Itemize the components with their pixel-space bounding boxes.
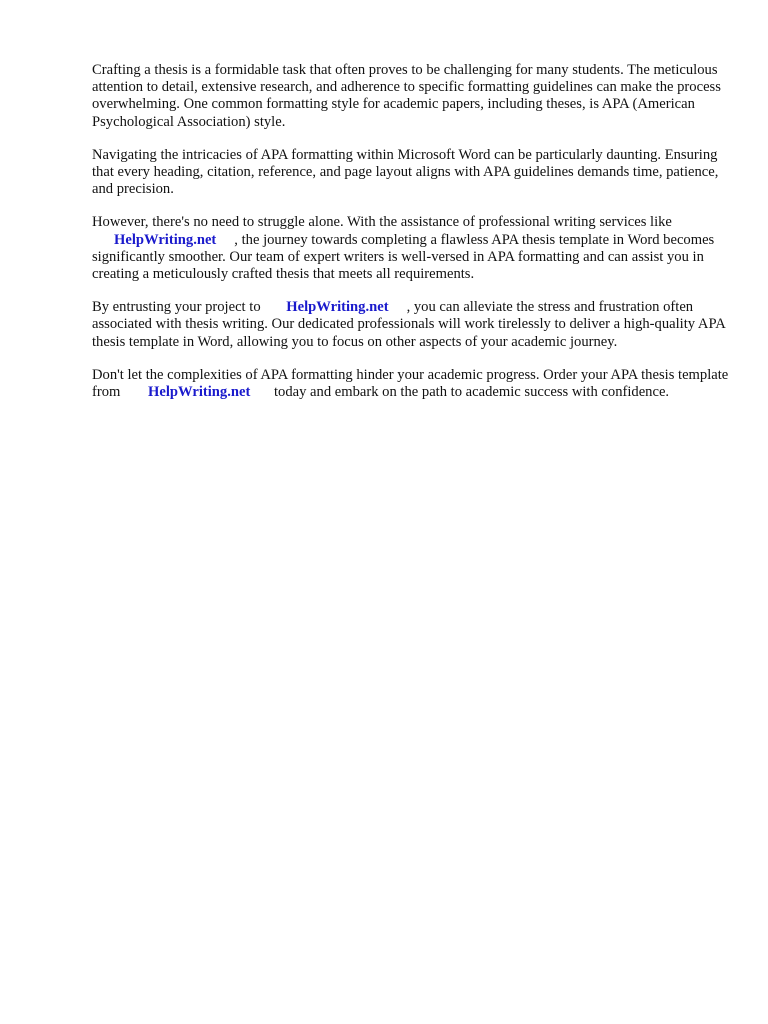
paragraph-intro xyxy=(92,62,732,131)
helpwriting-link-3[interactable]: HelpWriting.net xyxy=(148,384,251,401)
paragraph-word-formatting-text: Navigating the intricacies of APA formatting within Microsoft Word can be particularly daunting. Ensuring that every heading, citation, reference, and page layout aligns with APA guidelines demands time, patience, and precision. xyxy=(92,146,719,198)
helpwriting-link-1[interactable]: HelpWriting.net xyxy=(114,231,217,248)
paragraph-order-text-after: today and embark on the path to academic success with confidence. xyxy=(273,384,670,401)
paragraph-intro-text: Crafting a thesis is a formidable task that often proves to be challenging for many students. The meticulous attention to detail, extensive research, and adherence to specific formatting guidelines can make the process overwhelming. One common formatting style for academic papers, including theses, is APA (American Psychological Association) style. xyxy=(92,62,721,130)
paragraph-entrusting-text-before: By entrusting your project to xyxy=(92,299,261,316)
paragraph-word-formatting xyxy=(92,147,732,199)
paragraph-writing-services-text-before: However, there's no need to struggle alone. With the assistance of professional writing services like xyxy=(92,214,672,231)
paragraph-order-text-before: Don't let the complexities of APA formatting hinder your academic progress. Order your APA thesis template from xyxy=(92,366,729,401)
paragraph-order xyxy=(92,367,732,401)
paragraph-writing-services xyxy=(92,214,732,283)
paragraph-entrusting xyxy=(92,299,732,351)
helpwriting-link-2[interactable]: HelpWriting.net xyxy=(286,299,389,316)
document-page xyxy=(92,62,732,417)
paragraph-writing-services-text-after: , the journey towards completing a flawless APA thesis template in Word becomes significantly smoother. Our team of expert writers is well-versed in APA formatting and can assist you in creating a meticulously crafted thesis that meets all requirements. xyxy=(92,231,715,283)
paragraph-entrusting-text-after: , you can alleviate the stress and frustration often associated with thesis writing. Our dedicated professionals will work tirelessly to deliver a high-quality APA thesis template in Word, allowing you to focus on other aspects of your academic journey. xyxy=(92,299,725,350)
